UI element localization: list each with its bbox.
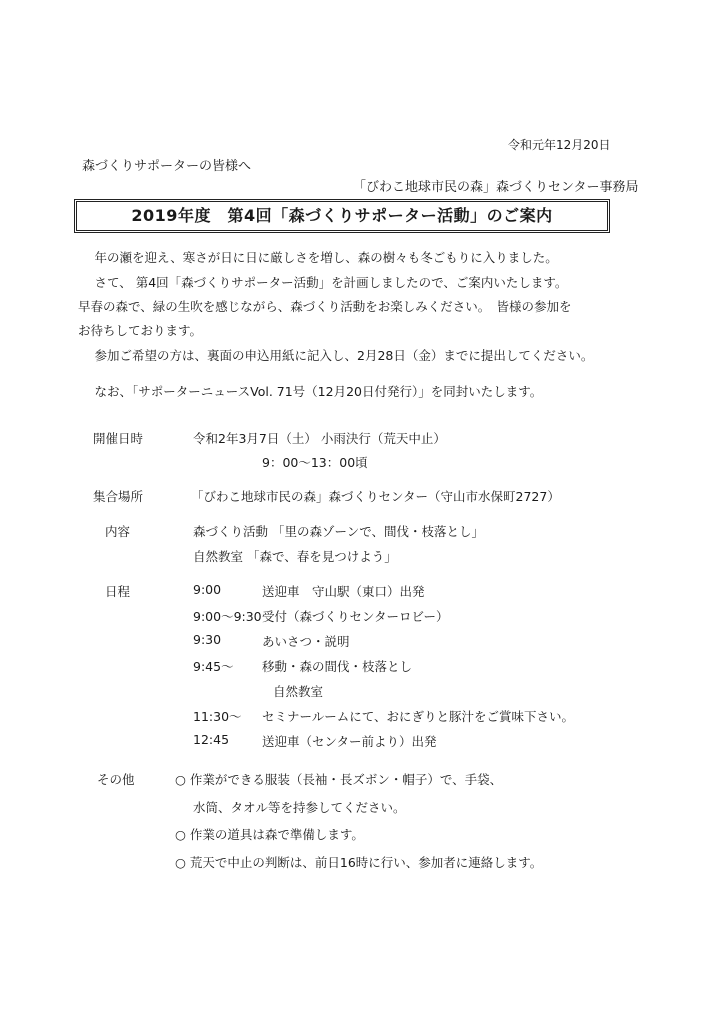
schedule-time: 12:45: [193, 732, 230, 747]
other-label: その他: [97, 772, 135, 787]
schedule-desc: 移動・森の間伐・枝落とし: [262, 659, 413, 674]
body-line-5: 参加ご希望の方は、裏面の申込用紙に記入し、2月28日（金）までに提出してください。: [82, 348, 594, 363]
addressee: 森づくりサポーターの皆様へ: [82, 159, 252, 174]
body-line-4: お待ちしております。: [78, 323, 203, 338]
content-label: 内容: [105, 524, 131, 539]
date-value: 令和2年3月7日（土） 小雨決行（荒天中止）: [193, 431, 446, 446]
schedule-time: 9:45～: [193, 659, 234, 674]
body-line-2: さて、 第4回「森づくりサポーター活動」を計画しましたので、ご案内いたします。: [82, 275, 568, 290]
schedule-desc: 送迎車 守山駅（東口）出発: [262, 584, 425, 599]
schedule-time: 9:00: [193, 582, 222, 597]
content-line-1: 森づくり活動 「里の森ゾーンで、間伐・枝落とし」: [193, 524, 484, 539]
schedule-desc: セミナールームにて、おにぎりと豚汁をご賞味下さい。: [262, 709, 575, 724]
schedule-desc: 受付（森づくりセンターロビー）: [262, 609, 449, 624]
schedule-desc: 自然教室: [273, 684, 324, 699]
place-value: 「びわこ地球市民の森」森づくりセンター（守山市水保町2727）: [191, 489, 560, 504]
schedule-time: 9:00～9:30: [193, 609, 262, 624]
schedule-time: 9:30: [193, 632, 222, 647]
other-item-1: ○ 作業ができる服装（長袖・長ズボン・帽子）で、手袋、: [175, 772, 503, 787]
page-title: 2019年度 第4回「森づくりサポーター活動」のご案内: [131, 206, 553, 225]
sender: 「びわこ地球市民の森」森づくりセンター事務局: [353, 180, 639, 195]
schedule-desc: あいさつ・説明: [262, 634, 350, 649]
other-item-1-cont: 水筒、タオル等を持参してください。: [193, 800, 406, 815]
date-label: 開催日時: [93, 431, 144, 446]
body-line-3: 早春の森で、緑の生吹を感じながら、森づくり活動をお楽しみください。 皆様の参加を: [78, 299, 572, 314]
schedule-desc: 送迎車（センター前より）出発: [262, 734, 437, 749]
other-item-2: ○ 作業の道具は森で準備します。: [175, 827, 364, 842]
content-line-2: 自然教室 「森で、春を見つけよう」: [193, 549, 397, 564]
body-line-6: なお、「サポーターニュースVol. 71号（12月20日付発行）」を同封いたします。: [82, 384, 543, 399]
other-item-3: ○ 荒天で中止の判断は、前日16時に行い、参加者に連絡します。: [175, 855, 543, 870]
schedule-time: 11:30～: [193, 709, 242, 724]
body-line-1: 年の瀬を迎え、寒さが日に日に厳しさを増し、森の樹々も冬ごもりに入りました。: [82, 250, 558, 265]
time-value: 9：00～13：00頃: [262, 455, 368, 470]
schedule-label: 日程: [105, 584, 131, 599]
issue-date: 令和元年12月20日: [508, 138, 611, 152]
place-label: 集合場所: [93, 489, 144, 504]
